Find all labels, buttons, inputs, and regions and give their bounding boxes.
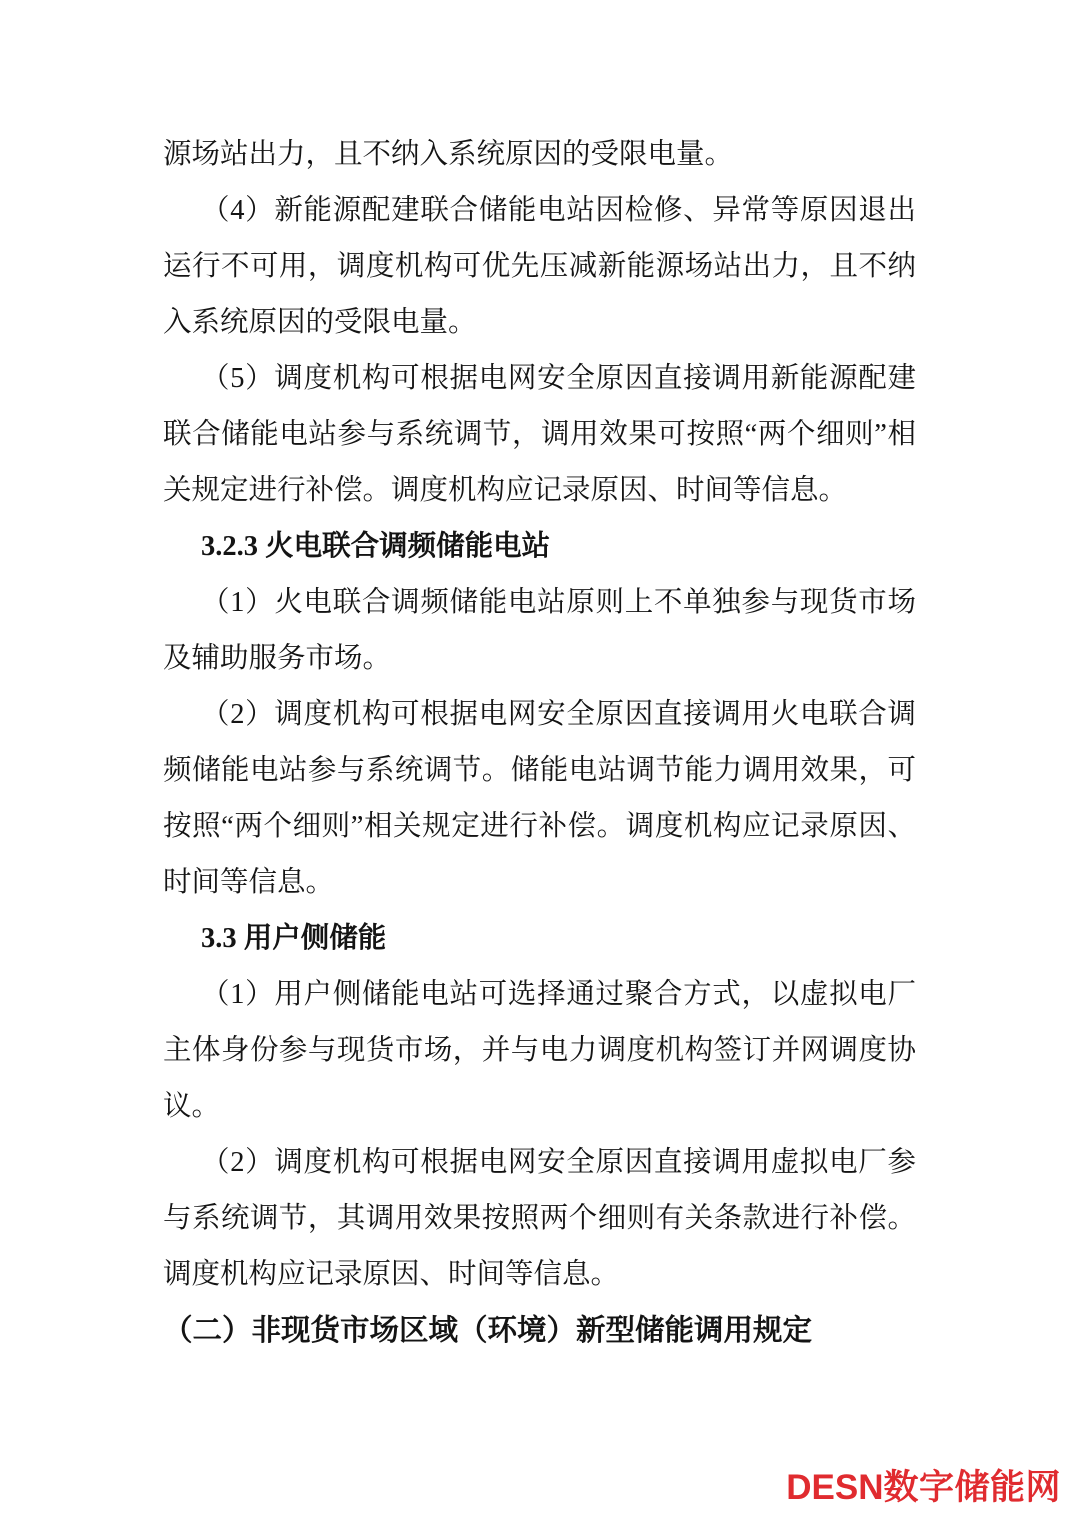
- section-heading: 3.2.3 火电联合调频储能电站: [201, 531, 551, 562]
- body-paragraph: （5）调度机构可根据电网安全原因直接调用新能源配建联合储能电站参与系统调节，调用效果可按照“两个细则”相关规定进行补偿。调度机构应记录原因、时间等信息。: [163, 363, 916, 506]
- body-paragraph: （4）新能源配建联合储能电站因检修、异常等原因退出运行不可用，调度机构可优先压减新能源场站出力，且不纳入系统原因的受限电量。: [163, 195, 916, 338]
- body-paragraph: （1）用户侧储能电站可选择通过聚合方式，以虚拟电厂主体身份参与现货市场，并与电力调度机构签订并网调度协议。: [163, 979, 916, 1122]
- body-paragraph: （2）调度机构可根据电网安全原因直接调用火电联合调频储能电站参与系统调节。储能电站调节能力调用效果，可按照“两个细则”相关规定进行补偿。调度机构应记录原因、时间等信息。: [163, 699, 916, 898]
- watermark-cjk-text: 数字储能网: [883, 1468, 1061, 1507]
- body-paragraph: 源场站出力，且不纳入系统原因的受限电量。: [163, 139, 734, 170]
- body-paragraph: （1）火电联合调频储能电站原则上不单独参与现货市场及辅助服务市场。: [163, 587, 916, 674]
- watermark-latin-text: DESN: [786, 1468, 884, 1507]
- section-heading: （二）非现货市场区域（环境）新型储能调用规定: [163, 1315, 813, 1347]
- body-paragraph: （2）调度机构可根据电网安全原因直接调用虚拟电厂参与系统调节，其调用效果按照两个细则有关条款进行补偿。调度机构应记录原因、时间等信息。: [163, 1147, 916, 1290]
- document-body: [163, 127, 916, 1359]
- section-heading: 3.3 用户侧储能: [201, 923, 387, 954]
- watermark-logo: [786, 1470, 1061, 1505]
